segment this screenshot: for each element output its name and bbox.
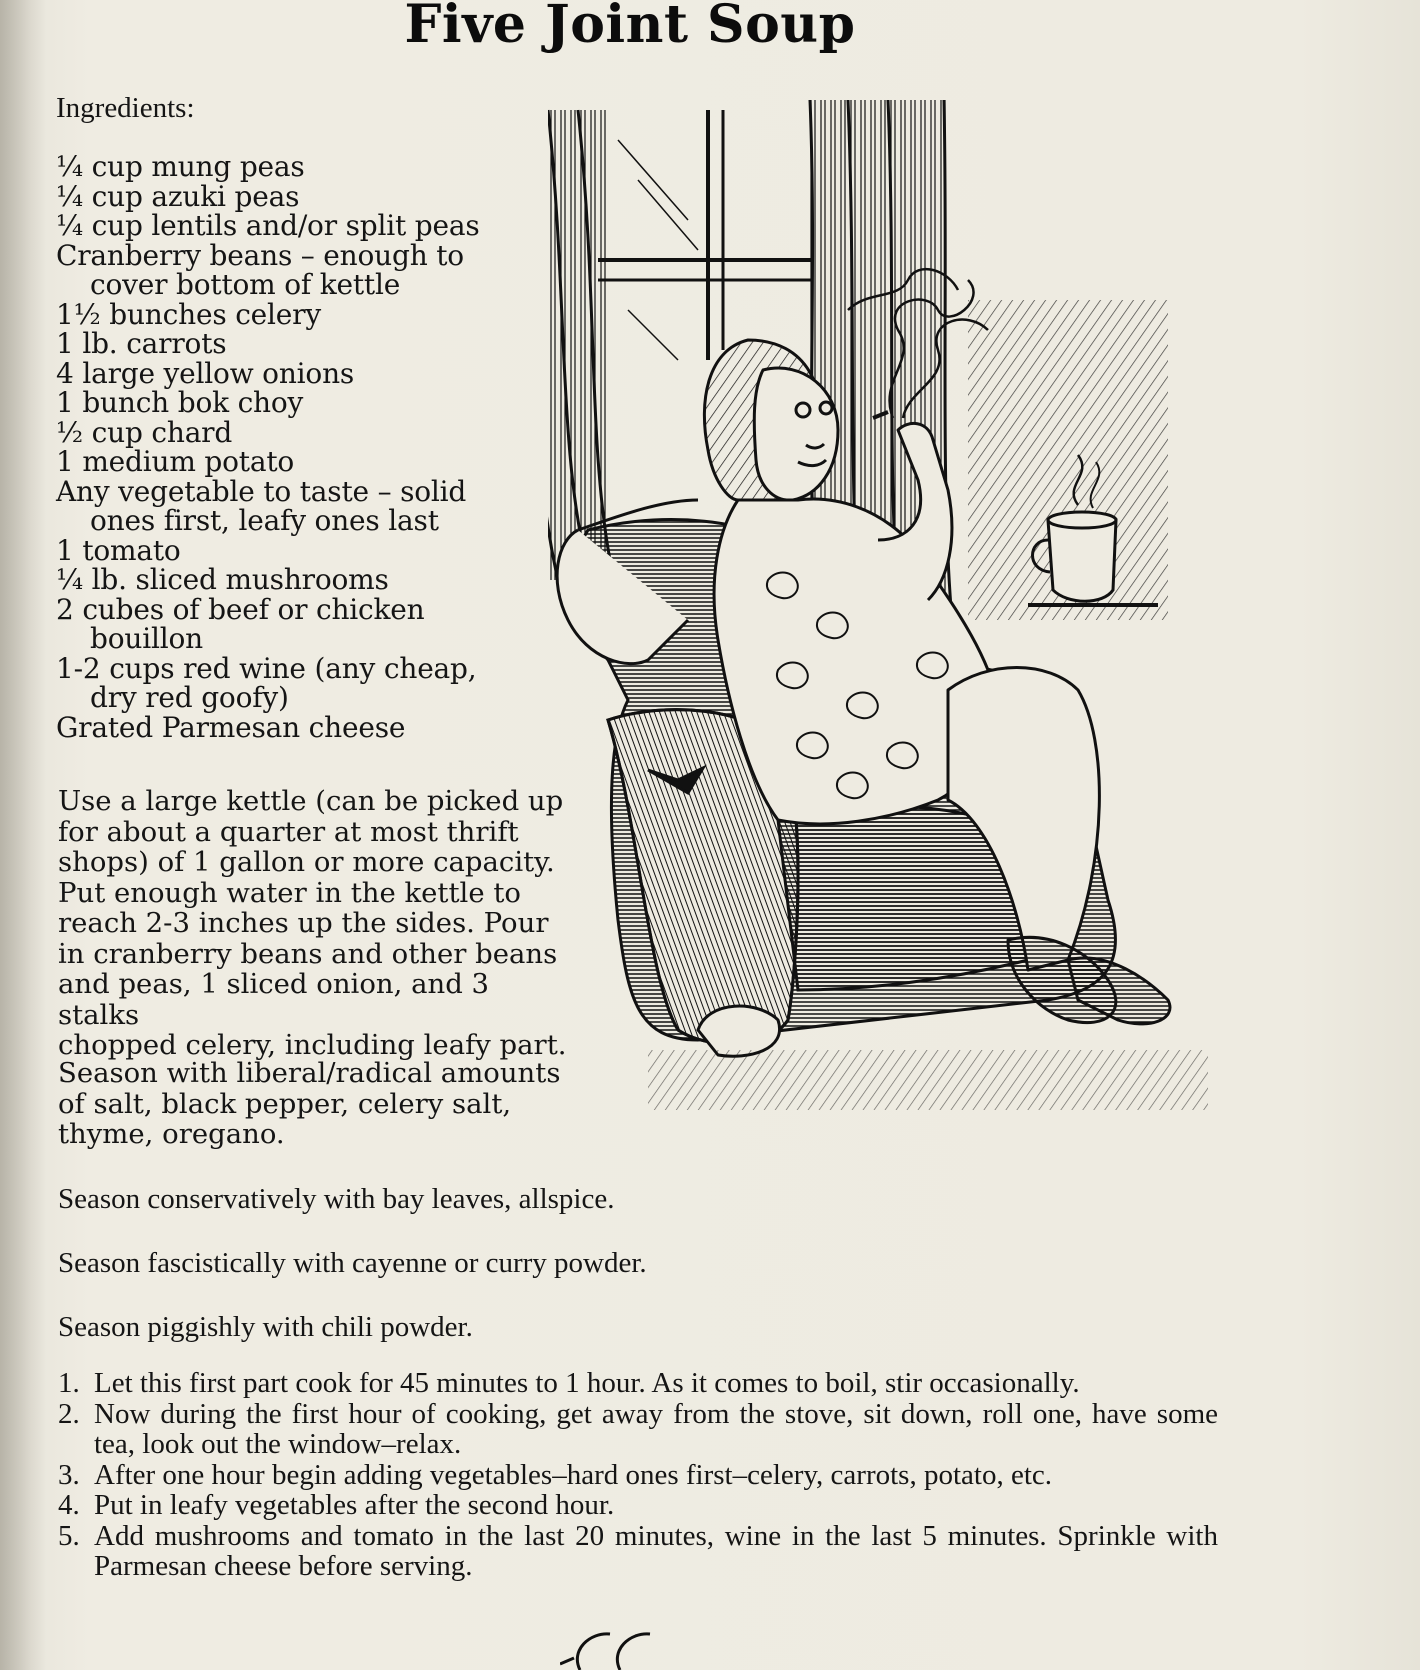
step-item: 3. After one hour begin adding vegetables–hard ones first–celery, carrots, potato, etc. bbox=[58, 1458, 1052, 1491]
ingredient-item: ¼ cup mung peas bbox=[56, 150, 305, 183]
hand-drawn-mark bbox=[560, 1620, 680, 1670]
step-item: 4. Put in leafy vegetables after the second hour. bbox=[58, 1489, 615, 1521]
ingredients-list bbox=[56, 152, 556, 742]
step-item: 2. Now during the first hour of cooking, get away from the stove, sit down, roll one, have some tea, look out the window–relax. bbox=[58, 1397, 1218, 1460]
ingredient-item: Cranberry beans – enough to cover bottom of kettle bbox=[56, 238, 464, 301]
ingredient-item: 1 lb. carrots bbox=[56, 327, 227, 360]
ingredient-item: ¼ cup lentils and/or split peas bbox=[56, 209, 480, 242]
floor-shadow bbox=[648, 1050, 1208, 1110]
season-conservative-line: Season conservatively with bay leaves, allspice. bbox=[58, 1183, 615, 1215]
ingredient-item: ¼ cup azuki peas bbox=[56, 179, 300, 213]
kettle-instructions: Use a large kettle (can be picked up for about a quarter at most thrift shops) of 1 gallon or more capacity. Put enough water in the kettle to reach 2-3 inches up the sides. Pour in cranberry beans and other beans and peas, 1 sliced onion, and 3 stalks chopped celery, including leafy part. bbox=[58, 785, 567, 1061]
ingredient-item: Any vegetable to taste – solid ones first, leafy ones last bbox=[56, 474, 467, 537]
season-piggish-line: Season piggishly with chili powder. bbox=[58, 1311, 473, 1343]
book-gutter-shadow bbox=[0, 0, 46, 1670]
recipe-title: Five Joint Soup bbox=[404, 0, 856, 55]
ingredient-item: ½ cup chard bbox=[56, 415, 233, 449]
cooking-steps bbox=[58, 1368, 1218, 1582]
ingredient-item: 1-2 cups red wine (any cheap, dry red goofy) bbox=[56, 651, 477, 714]
ingredient-item: 1 bunch bok choy bbox=[56, 386, 304, 419]
ingredient-item: 1 medium potato bbox=[56, 445, 295, 478]
ingredient-item: ¼ lb. sliced mushrooms bbox=[56, 563, 389, 596]
step-item: 1. Let this first part cook for 45 minutes to 1 hour. As it comes to boil, stir occasionally. bbox=[58, 1367, 1080, 1399]
step-item: 5. Add mushrooms and tomato in the last 20 minutes, wine in the last 5 minutes. Sprinkle with Parmesan cheese before serving. bbox=[58, 1519, 1218, 1582]
ingredient-item: Grated Parmesan cheese bbox=[56, 710, 406, 744]
ingredient-item: 2 cubes of beef or chicken bouillon bbox=[56, 592, 425, 655]
woman-smoking-in-armchair-illustration bbox=[548, 100, 1248, 1150]
ingredient-item: 1½ bunches celery bbox=[56, 297, 321, 331]
ingredients-heading: Ingredients: bbox=[56, 92, 195, 124]
ingredient-item: 4 large yellow onions bbox=[56, 356, 355, 390]
season-fascist-line: Season fascistically with cayenne or curry powder. bbox=[58, 1247, 647, 1279]
seasoning-instructions: Season with liberal/radical amounts of salt, black pepper, celery salt, thyme, oregano. bbox=[58, 1057, 561, 1150]
ingredient-item: 1 tomato bbox=[56, 533, 181, 567]
